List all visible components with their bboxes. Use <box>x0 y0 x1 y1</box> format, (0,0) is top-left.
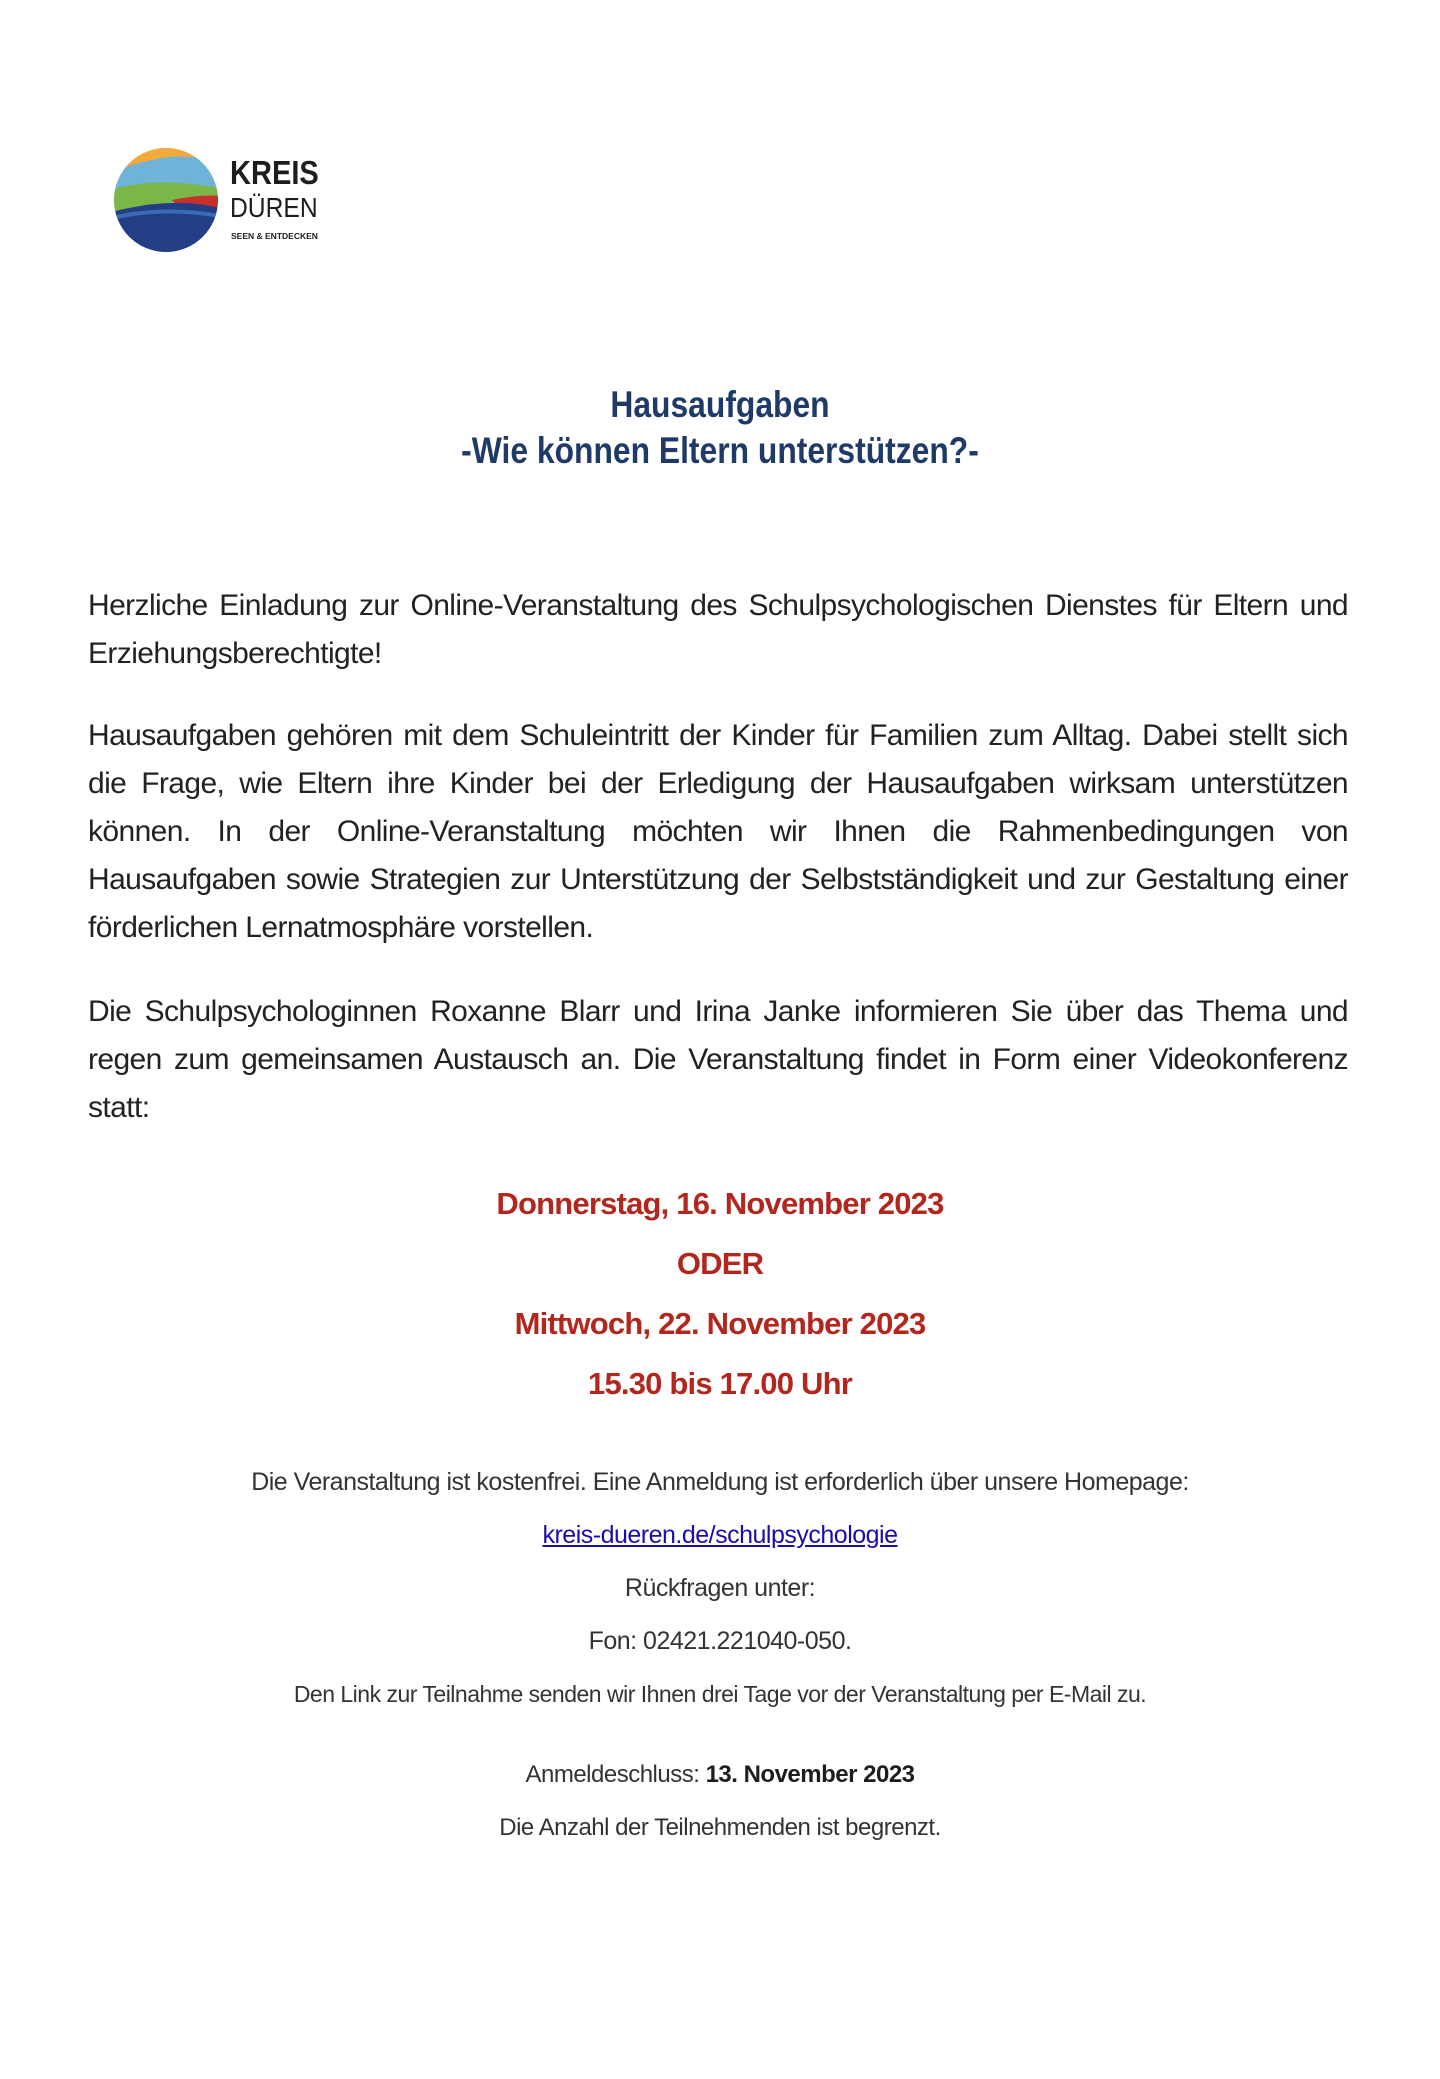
logo-tagline: SEEN & ENTDECKEN <box>231 231 318 241</box>
title-line-2: -Wie können Eltern unterstützen?- <box>461 429 979 471</box>
registration-text: Die Veranstaltung ist kostenfrei. Eine Anmeldung ist erforderlich über unsere Homepage: <box>251 1468 1189 1496</box>
event-dates <box>0 1174 1440 1414</box>
participant-limit-note: Die Anzahl der Teilnehmenden ist begrenzt. <box>499 1814 941 1841</box>
intro-paragraph: Herzliche Einladung zur Online-Veranstaltung des Schulpsychologischen Dienstes für Eltern und Erziehungsberechtigte! <box>88 589 1348 670</box>
page-title <box>0 382 1440 473</box>
homepage-link[interactable]: kreis-dueren.de/schulpsychologie <box>542 1521 898 1549</box>
link-note: Den Link zur Teilnahme senden wir Ihnen drei Tage vor der Veranstaltung per E-Mail zu. <box>293 1681 1147 1707</box>
deadline-date: 13. November 2023 <box>705 1761 915 1788</box>
speakers-paragraph: Die Schulpsychologinnen Roxanne Blarr und Irina Janke informieren Sie über das Thema und regen zum gemeinsamen Austausch an. Die Veranstaltung findet in Form einer Videokonferenz statt: <box>88 995 1348 1124</box>
registration-info <box>0 1456 1440 1721</box>
registration-deadline <box>0 1748 1440 1854</box>
title-line-1: Hausaufgaben <box>610 384 830 425</box>
description-paragraph: Hausaufgaben gehören mit dem Schuleintritt der Kinder für Familien zum Alltag. Dabei stellt sich die Frage, wie Eltern ihre Kinder bei der Erledigung der Hausaufgaben wirksam unterstützen können. In der Online-Veranstaltung möchten wir Ihnen die Rahmenbedingungen von Hausaufgaben sowie Strategien zur Unterstützung der Selbstständigkeit und zur Gestaltung einer förderlichen Lernatmosphäre vorstellen. <box>88 719 1348 944</box>
logo-word-kreis: KREIS <box>230 154 319 191</box>
event-date-separator: ODER <box>676 1246 764 1281</box>
phone-number: Fon: 02421.221040-050. <box>588 1627 852 1655</box>
logo-word-dueren: DÜREN <box>230 192 318 223</box>
event-time: 15.30 bis 17.00 Uhr <box>588 1366 852 1401</box>
questions-label: Rückfragen unter: <box>624 1574 816 1602</box>
event-date-1: Donnerstag, 16. November 2023 <box>496 1186 944 1221</box>
kreis-dueren-logo <box>112 146 342 258</box>
logo-emblem-icon <box>112 146 220 254</box>
event-date-2: Mittwoch, 22. November 2023 <box>514 1306 926 1341</box>
deadline-label: Anmeldeschluss: <box>525 1761 706 1788</box>
